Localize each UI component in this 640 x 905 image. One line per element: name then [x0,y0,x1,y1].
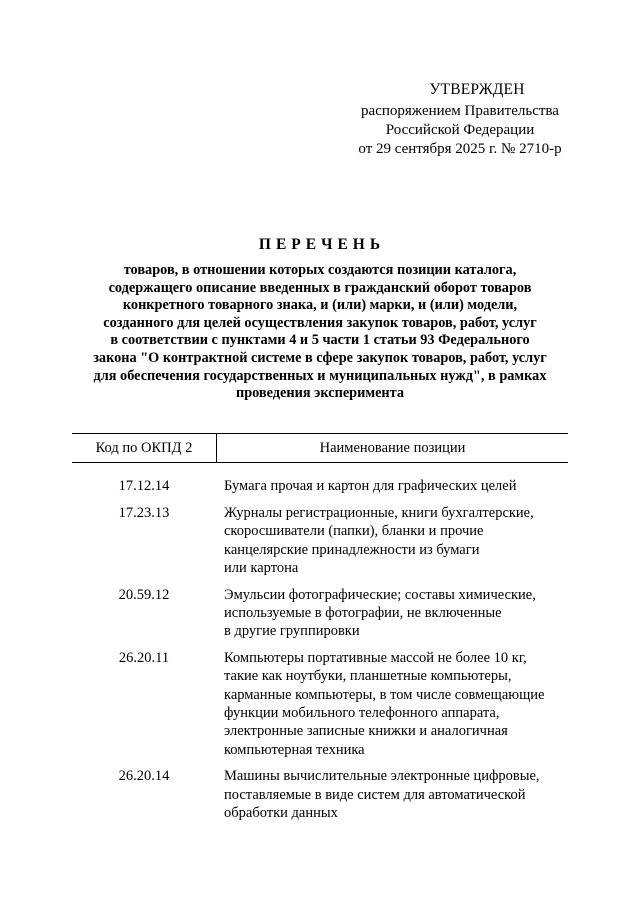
row-name: Журналы регистрационные, книги бухгалтерские, скоросшиватели (папки), бланки и прочие канцелярские принадлежности из бумаги или картона [224,505,534,577]
table-row [72,586,568,641]
approval-line-decree: распоряжением Правительства [361,103,559,119]
row-code: 20.59.12 [118,586,170,603]
row-code: 17.12.14 [118,478,170,494]
row-name: Машины вычислительные электронные цифровые, поставляемые в виде систем для автоматической обработки данных [224,768,540,822]
row-name: Бумага прочая и картон для графических целей [224,478,517,494]
document-subtitle: товаров, в отношении которых создаются позиции каталога, содержащего описание введенных в гражданский оборот товаров конкретного товарного знака, и (или) марки, и (или) модели, созданного для целей осуществления закупок товаров, работ, услуг в соответствии с пунктами 4 и 5 части 1 статьи 93 Федерального закона "О контрактной системе в сфере закупок товаров, работ, услуг для обеспечения государственных и муниципальных нужд", в рамках проведения эксперимента [93,262,547,402]
column-header-code: Код по ОКПД 2 [72,434,217,462]
table-row [72,477,568,496]
row-code: 26.20.11 [118,649,170,666]
table-row [72,767,568,822]
approval-stamp [340,80,580,159]
row-code: 17.23.13 [118,505,170,521]
table-header [72,433,568,463]
table-row [72,649,568,759]
approved-heading: УТВЕРЖДЕН [429,81,525,98]
goods-table [72,433,568,831]
row-code: 26.20.14 [118,768,170,785]
column-header-name: Наименование позиции [319,439,466,456]
document-title-block [60,236,580,403]
table-body [72,463,568,823]
row-name: Эмульсии фотографические; составы химические, используемые в фотографии, не включенные в другие группировки [224,586,536,640]
approval-line-date-number: от 29 сентября 2025 г. № 2710-р [358,141,562,157]
table-row [72,504,568,578]
row-name: Компьютеры портативные массой не более 10 кг, такие как ноутбуки, планшетные компьютеры, карманные компьютеры, в том числе совмещающие функции мобильного телефонного аппарата, электронные записные книжки и аналогичная компьютерная техника [224,649,545,758]
document-title: ПЕРЕЧЕНЬ [258,236,386,253]
approval-line-government: Российской Федерации [385,122,535,138]
